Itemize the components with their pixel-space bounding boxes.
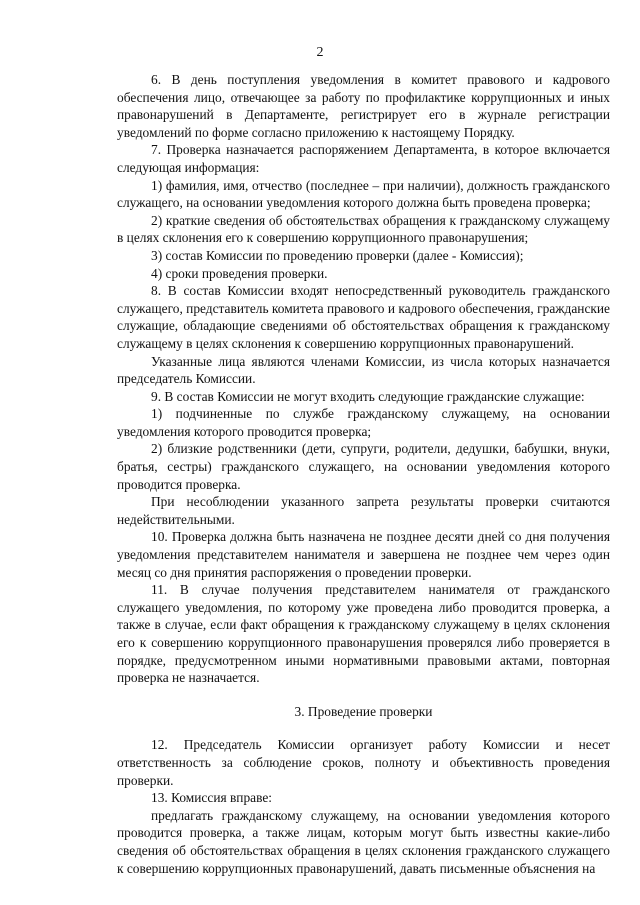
paragraph-8: 8. В состав Комиссии входят непосредственный руководитель гражданского служащего, представитель комитета правового и кадрового обеспечения, гражданские служащие, обладающие сведениями об обстоятельствах обращения к гражданскому служащему в целях склонения к совершению коррупционных правонарушений. — [117, 283, 610, 351]
paragraph-9: 9. В состав Комиссии не могут входить следующие гражданские служащие: — [151, 388, 585, 404]
paragraph-7: 7. Проверка назначается распоряжением Департамента, в которое включается следующая информация: — [117, 142, 610, 175]
paragraph-13: 13. Комиссия вправе: — [151, 790, 273, 806]
paragraph-8-note: Указанные лица являются членами Комиссии, из числа которых назначается председатель Комиссии. — [117, 353, 610, 387]
page-number: 2 — [316, 45, 324, 60]
document-body — [117, 71, 610, 877]
paragraph-13-item: предлагать гражданскому служащему, на основании уведомления которого проводится проверка, а также лицам, которым могут быть известны какие-либо сведения об обстоятельствах обращения в целях склонения гражданского служащего к совершению коррупционных правонарушений, давать письменные объяснения на — [117, 807, 610, 876]
section-heading: 3. Проведение проверки — [294, 703, 433, 719]
paragraph-7-item-4: 4) сроки проведения проверки. — [151, 265, 328, 281]
paragraph-6: 6. В день поступления уведомления в комитет правового и кадрового обеспечения лицо, отвечающее за работу по профилактике коррупционных и иных правонарушений в Департаменте, регистрирует его в журнале регистрации уведомлений по форме согласно приложению к настоящему Порядку. — [117, 72, 610, 140]
paragraph-7-item-1: 1) фамилия, имя, отчество (последнее – при наличии), должность гражданского служащего, на основании уведомления которого должна быть проведена проверка; — [117, 177, 610, 211]
paragraph-12: 12. Председатель Комиссии организует работу Комиссии и несет ответственность за соблюдение сроков, полноту и объективность проведения проверки. — [117, 737, 610, 788]
paragraph-9-note: При несоблюдении указанного запрета результаты проверки считаются недействительными. — [117, 494, 610, 527]
paragraph-9-item-2: 2) близкие родственники (дети, супруги, родители, дедушки, бабушки, внуки, братья, сестры) гражданского служащего, на основании уведомления которого проводится проверка. — [117, 441, 610, 492]
paragraph-7-item-2: 2) краткие сведения об обстоятельствах обращения к гражданскому служащему в целях склонения его к совершению коррупционного правонарушения; — [117, 212, 610, 246]
paragraph-7-item-3: 3) состав Комиссии по проведению проверки (далее - Комиссия); — [151, 247, 524, 263]
paragraph-9-item-1: 1) подчиненные по службе гражданскому служащему, на основании уведомления которого проводится проверка; — [117, 406, 610, 439]
paragraph-11: 11. В случае получения представителем нанимателя от гражданского служащего уведомления, по которому уже проведена либо проводится проверка, а также в случае, если факт обращения к гражданскому служащему в целях склонения его к совершению коррупционного правонарушения проверялся либо проверяется в порядке, предусмотренном иными нормативными правовыми актами, повторная проверка не назначается. — [117, 582, 610, 686]
paragraph-10: 10. Проверка должна быть назначена не позднее десяти дней со дня получения уведомления представителем нанимателя и завершена не позднее чем через один месяц со дня принятия распоряжения о проведении проверки. — [117, 529, 610, 580]
